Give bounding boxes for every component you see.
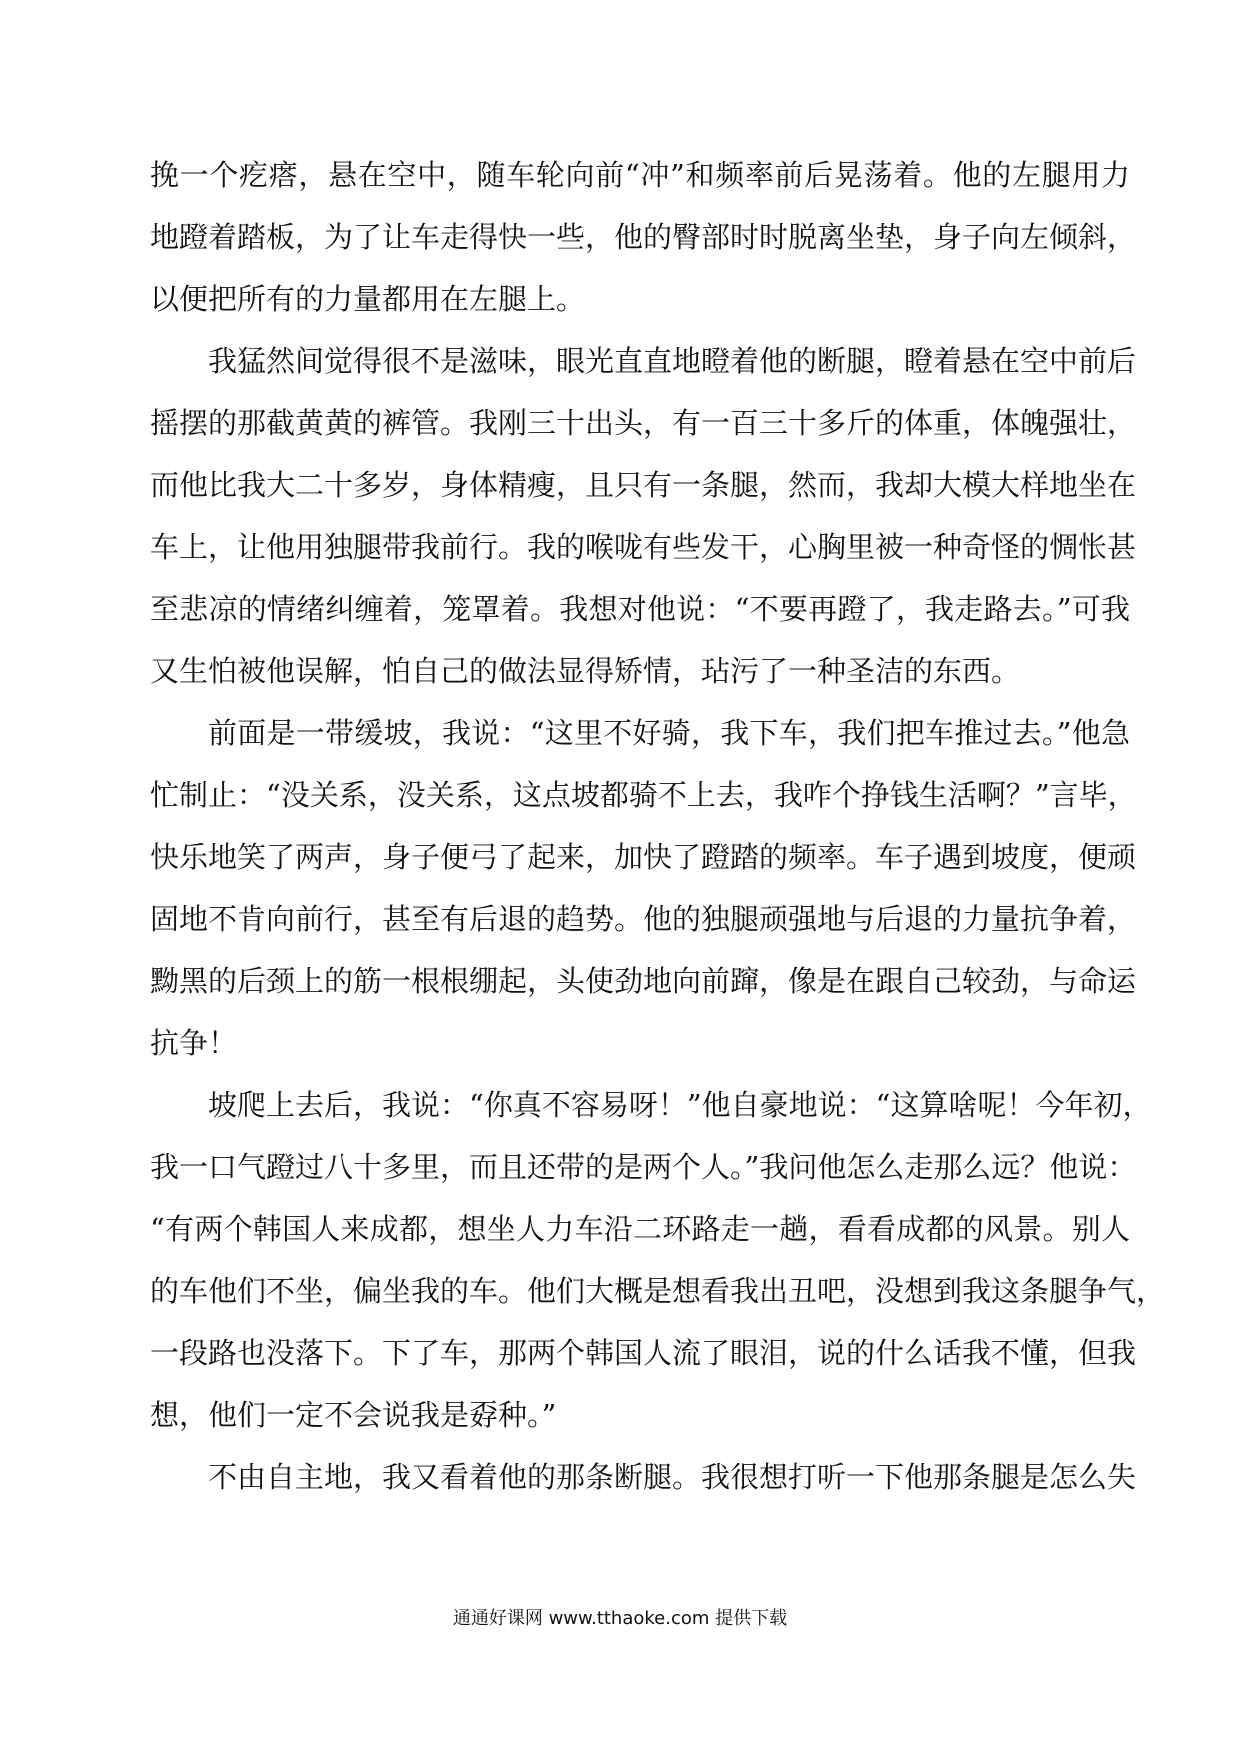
text-line: 固地不肯向前行，甚至有后退的趋势。他的独腿顽强地与后退的力量抗争着， [150, 902, 1137, 936]
text-line: 挽一个疙瘩，悬在空中，随车轮向前“冲”和频率前后晃荡着。他的左腿用力 [150, 158, 1130, 192]
text-line: 想，他们一定不会说我是孬种。” [150, 1398, 557, 1432]
paragraph-first-line: 前面是一带缓坡，我说：“这里不好骑，我下车，我们把车推过去。”他急 [208, 716, 1130, 750]
text-line: 至悲凉的情绪纠缠着，笼罩着。我想对他说：“不要再蹬了，我走路去。”可我 [150, 592, 1130, 626]
text-line: 又生怕被他误解，怕自己的做法显得矫情，玷污了一种圣洁的东西。 [150, 654, 1021, 688]
text-line: 而他比我大二十多岁，身体精瘦，且只有一条腿，然而，我却大模大样地坐在 [150, 468, 1137, 502]
text-line: 的车他们不坐，偏坐我的车。他们大概是想看我出丑吧，没想到我这条腿争气， [150, 1274, 1166, 1308]
text-line: 一段路也没落下。下了车，那两个韩国人流了眼泪，说的什么话我不懂，但我 [150, 1336, 1137, 1370]
text-line: 以便把所有的力量都用在左腿上。 [150, 282, 586, 316]
text-line: “有两个韩国人来成都，想坐人力车沿二环路走一趟，看看成都的风景。别人 [150, 1212, 1130, 1246]
text-line: 摇摆的那截黄黄的裤管。我刚三十出头，有一百三十多斤的体重，体魄强壮， [150, 406, 1137, 440]
page-footer: 通通好课网 www.tthaoke.com 提供下载 [452, 1608, 788, 1629]
text-line: 快乐地笑了两声，身子便弓了起来，加快了蹬踏的频率。车子遇到坡度，便顽 [150, 840, 1137, 874]
text-line: 抗争！ [150, 1026, 238, 1060]
text-line: 车上，让他用独腿带我前行。我的喉咙有些发干，心胸里被一种奇怪的惆怅甚 [150, 530, 1137, 564]
text-line: 我一口气蹬过八十多里，而且还带的是两个人。”我问他怎么走那么远？他说： [150, 1150, 1137, 1184]
text-line: 忙制止：“没关系，没关系，这点坡都骑不上去，我咋个挣钱生活啊？”言毕， [150, 778, 1137, 812]
body-text [150, 144, 1166, 1508]
text-line: 地蹬着踏板，为了让车走得快一些，他的臀部时时脱离坐垫，身子向左倾斜， [150, 220, 1137, 254]
paragraph-first-line: 我猛然间觉得很不是滋味，眼光直直地瞪着他的断腿，瞪着悬在空中前后 [208, 344, 1137, 378]
text-line: 黝黑的后颈上的筋一根根绷起，头使劲地向前蹿，像是在跟自己较劲，与命运 [150, 964, 1137, 998]
paragraph-first-line: 不由自主地，我又看着他的那条断腿。我很想打听一下他那条腿是怎么失 [208, 1460, 1137, 1494]
paragraph-first-line: 坡爬上去后，我说：“你真不容易呀！”他自豪地说：“这算啥呢！今年初， [208, 1088, 1152, 1122]
